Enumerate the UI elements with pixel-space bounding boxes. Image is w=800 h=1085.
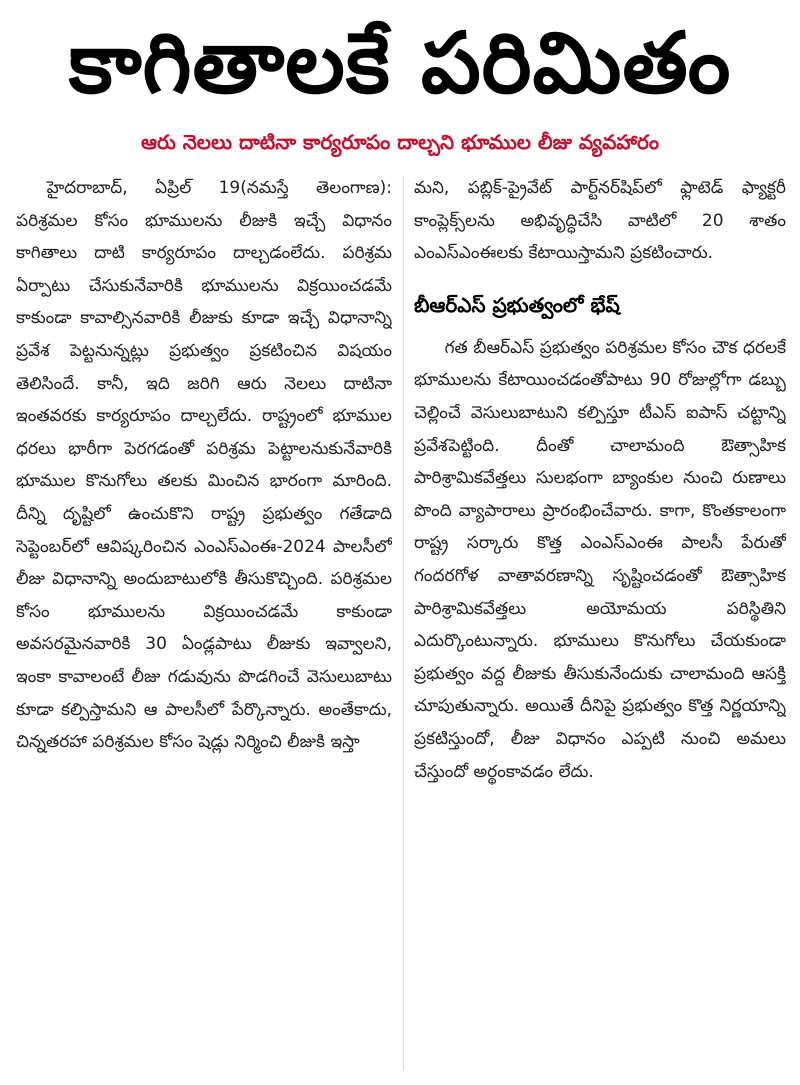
article-column-left	[16, 172, 392, 1077]
article-paragraph-continued: మని, పబ్లిక్-ప్రైవేట్ పార్ట్‌నర్‌షిప్‌లో ఫ్లాటెడ్ ఫ్యాక్టరీ కాంప్లెక్స్‌లను అభివృద్ధిచేసి వాటిలో 20 శాతం ఎంఎస్ఎంఈలకు కేటాయిస్తామని ప్రకటించారు.	[414, 178, 786, 264]
column-divider	[403, 176, 404, 1071]
subheadline: ఆరు నెలలు దాటినా కార్యరూపం దాల్చని భూముల లీజు వ్యవహారం	[141, 130, 659, 154]
article-paragraph-intro: హైదరాబాద్, ఏప్రిల్ 19(నమస్తే తెలంగాణ): పరిశ్రమల కోసం భూములను లీజుకి ఇచ్చే విధానం కాగితాలు దాటి కార్యరూపం దాల్చడంలేదు. పరిశ్రమ ఏర్పాటు చేసుకునేవారికి భూములను విక్రయించడమే కాకుండా కావాల్సినవారికి లీజుకు కూడా ఇచ్చే విధానాన్ని ప్రవేశ పెట్టనున్నట్లు ప్రభుత్వం ప్రకటించిన విషయం తెలిసిందే. కానీ, ఇది జరిగి ఆరు నెలలు దాటినా ఇంతవరకు కార్యరూపం దాల్చలేదు. రాష్ట్రంలో భూముల ధరలు భారీగా పెరగడంతో పరిశ్రమ పెట్టాలనుకునేవారికి భూముల కొనుగోలు తలకు మించిన భారంగా మారింది. దీన్ని దృష్టిలో ఉంచుకొని రాష్ట్ర ప్రభుత్వం గతేడాది సెప్టెంబర్‌లో ఆవిష్కరించిన ఎంఎస్ఎంఈ-2024 పాలసీలో లీజు విధానాన్ని అందుబాటులోకి తీసుకొచ్చింది. పరిశ్రమల కోసం భూములను విక్రయించడమే కాకుండా అవసరమైనవారికి 30 ఏండ్లపాటు లీజుకు ఇవ్వాలని, ఇంకా కావాలంటే లీజు గడువును పొడగించే వెసులుబాటు కూడా కల్పిస్తామని ఆ పాలసీలో పేర్కొన్నారు. అంతేకాదు, చిన్నతరహా పరిశ్రమల కోసం షెడ్లు నిర్మించి లీజుకి ఇస్తా	[16, 178, 392, 753]
article-paragraph-section: గత బీఆర్ఎస్ ప్రభుత్వం పరిశ్రమల కోసం చౌక ధరలకే భూములను కేటాయించడంతోపాటు 90 రోజుల్లోగా డబ్బు చెల్లించే వెసులుబాటుని కల్పిస్తూ టీఎస్ ఐపాస్ చట్టాన్ని ప్రవేశపెట్టింది. దీంతో చాలామంది ఔత్సాహిక పారిశ్రామికవేత్తలు సులభంగా బ్యాంకుల నుంచి రుణాలు పొంది వ్యాపారాలు ప్రారంభించేవారు. కాగా, కొంతకాలంగా రాష్ట్ర సర్కారు కొత్త ఎంఎస్ఎంఈ పాలసీ పేరుతో గందరగోళ వాతావరణాన్ని సృష్టించడంతో ఔత్సాహిక పారిశ్రామికవేత్తలు అయోమయ పరిస్థితిని ఎదుర్కొంటున్నారు. భూములు కొనుగోలు చేయకుండా ప్రభుత్వం వద్ద లీజుకు తీసుకునేందుకు చాలామంది ఆసక్తి చూపుతున్నారు. అయితే దీనిపై ప్రభుత్వం కొత్త నిర్ణయాన్ని ప్రకటిస్తుందో, లీజు విధానం ఎప్పటి నుంచి అమలు చేస్తుందో అర్థంకావడం లేదు.	[414, 337, 786, 782]
headline: కాగితాలకే పరిమితం	[68, 14, 732, 112]
section-heading: బీఆర్ఎస్ ప్రభుత్వంలో భేష్	[414, 292, 620, 317]
article-column-right	[414, 172, 786, 1077]
